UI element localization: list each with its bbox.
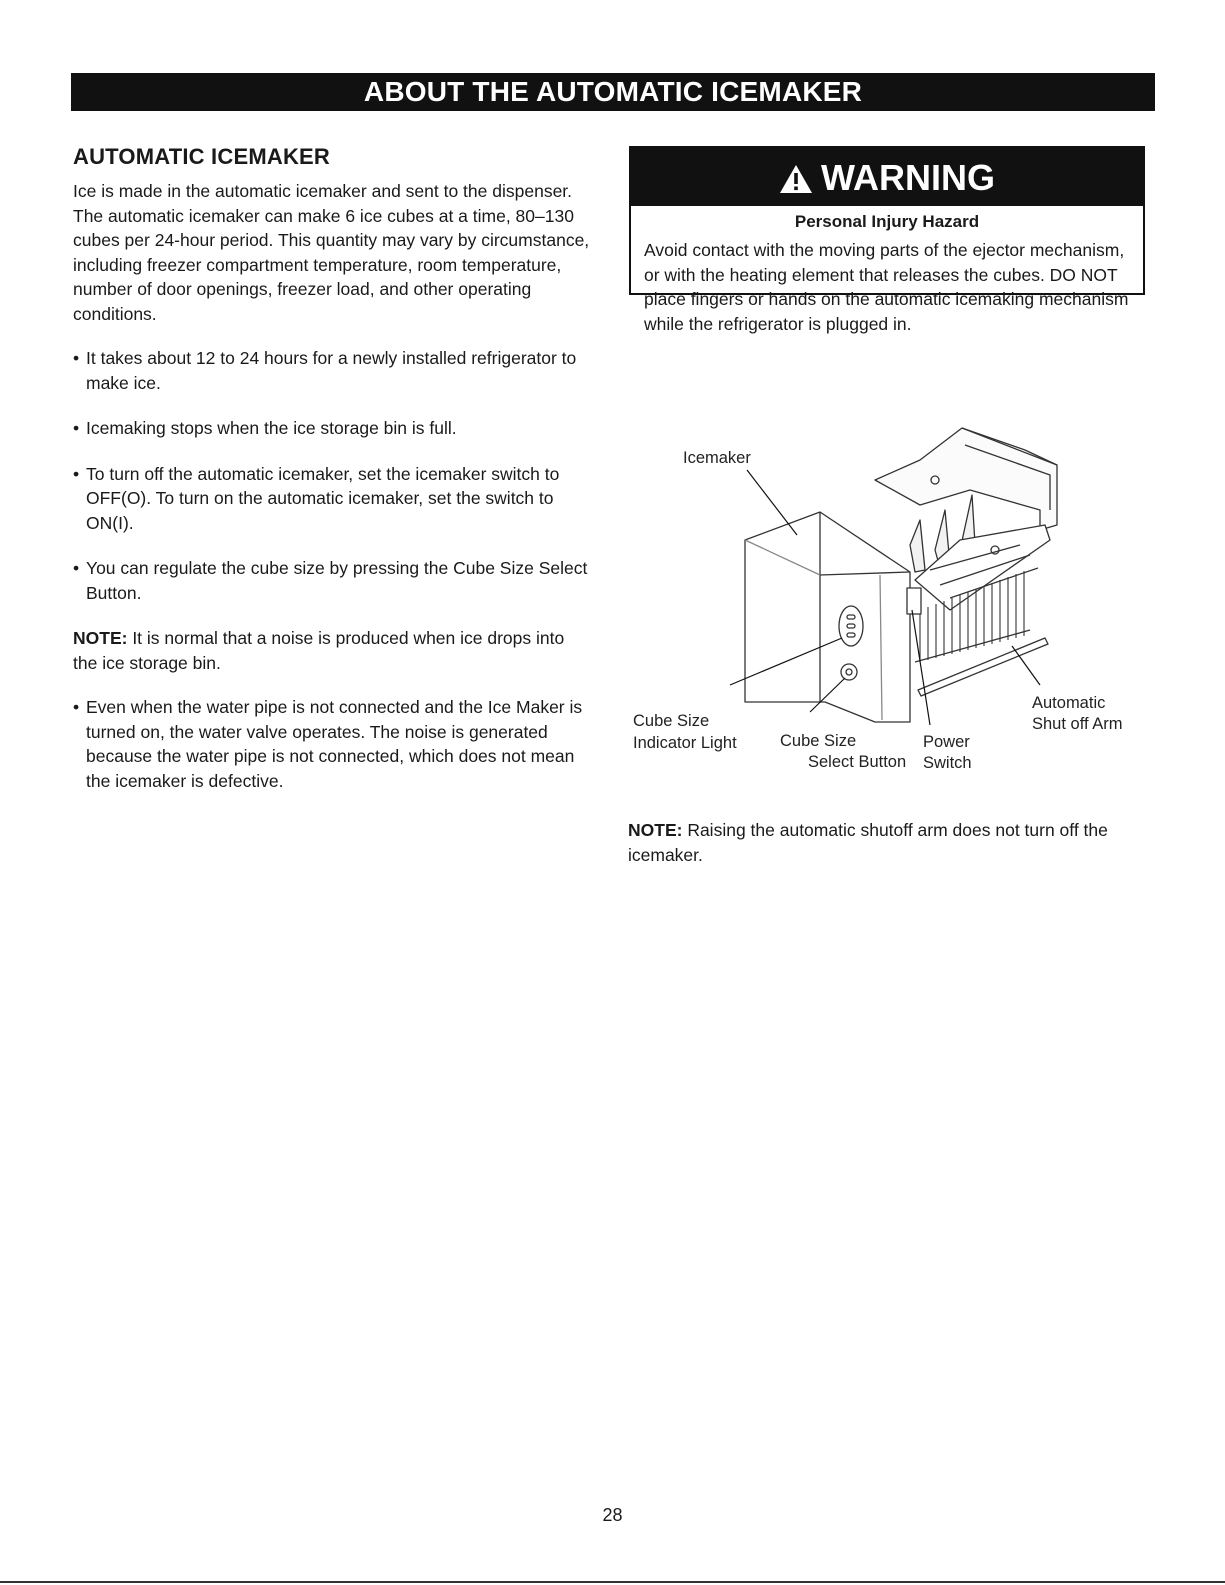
label-cube-size-select-line1: Cube Size [780, 732, 857, 750]
bullet-text: Icemaking stops when the ice storage bin is full. [86, 418, 457, 438]
section-heading: AUTOMATIC ICEMAKER [73, 144, 330, 169]
bullet-item [73, 695, 593, 793]
bullet-dot: • [73, 463, 80, 484]
icemaker-diagram [620, 400, 1150, 790]
bullet-item [73, 462, 593, 536]
label-shutoff-line1: Automatic [1032, 694, 1106, 712]
label-cube-size-indicator-line2: Indicator Light [633, 734, 737, 752]
note-paragraph [73, 626, 593, 675]
note-text: Raising the automatic shutoff arm does not turn off the icemaker. [628, 820, 1108, 865]
warning-header [631, 148, 1143, 206]
warning-box [629, 146, 1145, 334]
page-number: 28 [602, 1505, 623, 1525]
bottom-divider [0, 1581, 1225, 1583]
note-text: It is normal that a noise is produced when ice drops into the ice storage bin. [73, 628, 565, 673]
label-cube-size-indicator-line1: Cube Size [633, 712, 710, 730]
bullet-text: To turn off the automatic icemaker, set the icemaker switch to OFF(O). To turn on the automatic icemaker, set the switch to ON(I). [86, 463, 560, 533]
warning-subtitle: Personal Injury Hazard [794, 212, 980, 231]
note-label: NOTE: [628, 820, 683, 840]
label-shutoff-line2: Shut off Arm [1032, 715, 1123, 733]
bullet-dot: • [73, 558, 80, 578]
page-banner: ABOUT THE AUTOMATIC ICEMAKER [71, 73, 1155, 111]
bullet-text: It takes about 12 to 24 hours for a newly installed refrigerator to make ice. [86, 348, 577, 393]
warning-triangle-icon [779, 164, 813, 194]
note-label: NOTE: [73, 628, 128, 648]
bullet-dot: • [73, 697, 80, 717]
bullet-dot: • [73, 418, 80, 438]
bullet-text: Even when the water pipe is not connected and the Ice Maker is turned on, the water valve operates. The noise is generated because the water pipe is not connected, which does not mean the icemaker is defective. [86, 697, 583, 791]
label-icemaker: Icemaker [683, 449, 751, 467]
left-column [73, 144, 593, 814]
label-power-line2: Switch [923, 754, 972, 772]
label-power-line1: Power [923, 733, 970, 751]
bullet-text: You can regulate the cube size by pressing the Cube Size Select Button. [86, 558, 588, 603]
bullet-dot: • [73, 348, 80, 368]
bullet-item [73, 346, 593, 395]
bullet-item [73, 416, 593, 441]
bullet-item [73, 556, 593, 605]
warning-text: Avoid contact with the moving parts of the ejector mechanism, or with the heating element that releases the cubes. DO NOT place fingers or hands on the automatic icemaking mechanism while the refrigerator is plugged in. [644, 240, 1129, 334]
label-cube-size-select-line2: Select Button [808, 753, 907, 771]
intro-paragraph: Ice is made in the automatic icemaker and sent to the dispenser. The automatic icemaker can make 6 ice cubes at a time, 80–130 cubes per 24-hour period. This quantity may vary by circumstance, including freezer compartment temperature, room temperature, number of door openings, freezer load, and other operating conditions. [73, 181, 590, 324]
shutoff-note [628, 818, 1138, 867]
warning-title: WARNING [821, 157, 995, 198]
